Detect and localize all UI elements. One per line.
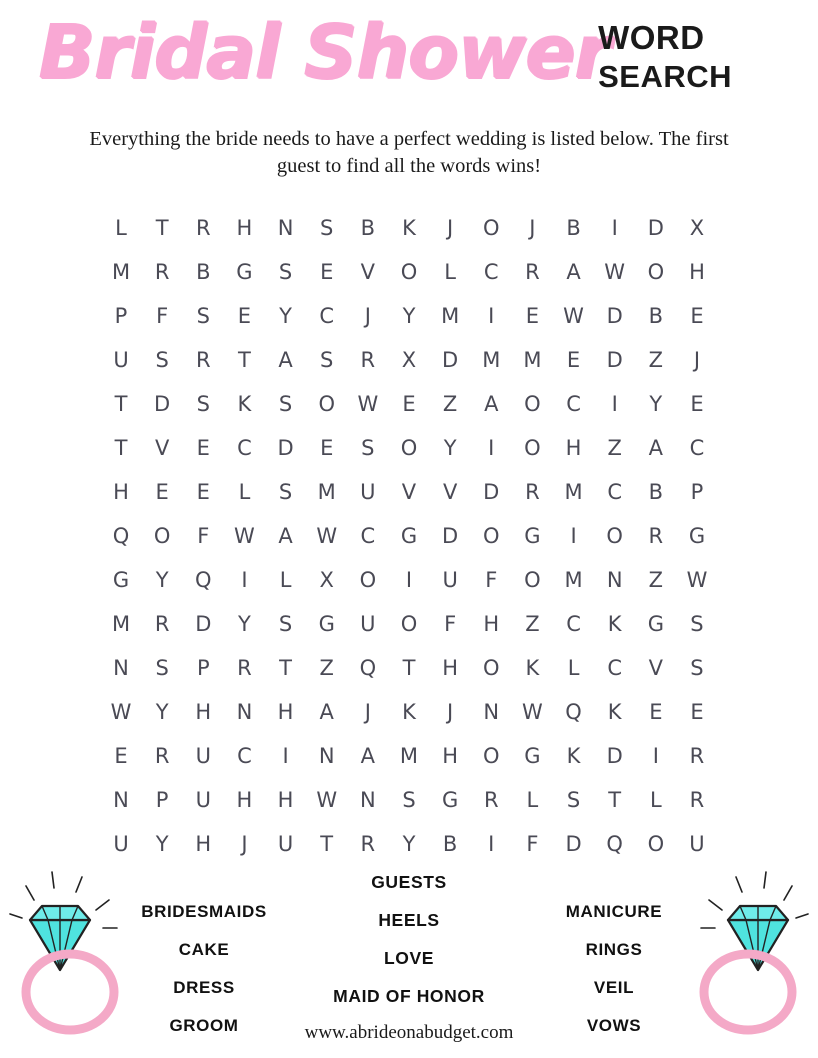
grid-cell: S <box>155 348 169 372</box>
grid-cell: O <box>483 216 500 240</box>
grid-cell: A <box>319 700 334 724</box>
grid-cell: A <box>484 392 499 416</box>
grid-cell: W <box>522 700 543 724</box>
grid-cell: H <box>195 832 212 856</box>
grid-cell: J <box>364 304 371 328</box>
grid-cell: H <box>113 480 129 504</box>
grid-cell: E <box>155 480 169 504</box>
grid-cell: I <box>611 216 618 240</box>
grid-cell: Q <box>606 832 623 856</box>
grid-cell: Y <box>279 304 292 328</box>
grid-cell: H <box>565 436 582 460</box>
grid-cell: E <box>690 700 704 724</box>
grid-cell: S <box>155 656 169 680</box>
grid-cell: J <box>447 700 454 724</box>
grid-cell: I <box>488 436 495 460</box>
grid-cell: M <box>564 480 583 504</box>
grid-cell: D <box>154 392 171 416</box>
grid-cell: L <box>567 656 580 680</box>
grid-row <box>104 206 714 250</box>
grid-cell: F <box>197 524 210 548</box>
grid-cell: P <box>114 304 128 328</box>
grid-cell: R <box>525 260 540 284</box>
grid-cell: E <box>320 260 334 284</box>
grid-cell: V <box>401 480 417 504</box>
grid-cell: H <box>195 700 212 724</box>
grid-cell: D <box>277 436 294 460</box>
grid-row <box>104 382 714 426</box>
grid-cell: G <box>400 524 418 548</box>
grid-cell: R <box>195 216 211 240</box>
grid-row <box>104 558 714 602</box>
grid-cell: H <box>442 656 459 680</box>
grid-cell: Z <box>648 568 664 592</box>
grid-cell: B <box>442 832 458 856</box>
grid-row <box>104 470 714 514</box>
grid-row <box>104 778 714 822</box>
grid-cell: L <box>444 260 456 284</box>
grid-cell: H <box>236 788 253 812</box>
grid-row <box>104 250 714 294</box>
grid-row <box>104 646 714 690</box>
word-item: VEIL <box>593 978 635 997</box>
grid-cell: T <box>320 832 334 856</box>
grid-cell: Y <box>402 832 416 856</box>
grid-cell: S <box>196 392 210 416</box>
grid-cell: O <box>606 524 623 548</box>
grid-cell: O <box>647 832 665 856</box>
grid-cell: J <box>241 832 248 856</box>
grid-cell: U <box>113 832 129 856</box>
grid-cell: N <box>483 700 500 724</box>
grid-cell: J <box>529 216 536 240</box>
grid-cell: T <box>402 656 416 680</box>
grid-row <box>104 602 714 646</box>
grid-cell: K <box>566 744 581 768</box>
grid-cell: L <box>279 568 292 592</box>
grid-cell: W <box>316 524 338 548</box>
grid-cell: O <box>524 436 541 460</box>
grid-cell: W <box>604 260 626 284</box>
grid-cell: K <box>402 216 416 240</box>
grid-cell: R <box>154 612 170 636</box>
grid-cell: C <box>237 744 252 768</box>
grid-cell: N <box>359 788 376 812</box>
grid-cell: E <box>196 480 210 504</box>
word-item: VOWS <box>586 1016 642 1035</box>
grid-cell: A <box>566 260 581 284</box>
grid-cell: L <box>238 480 251 504</box>
word-search-grid <box>104 206 714 866</box>
grid-cell: R <box>237 656 252 680</box>
grid-cell: B <box>360 216 376 240</box>
grid-cell: U <box>277 832 294 856</box>
grid-cell: P <box>196 656 210 680</box>
grid-cell: O <box>400 260 418 284</box>
grid-cell: X <box>689 216 705 240</box>
word-item: DRESS <box>173 978 235 997</box>
grid-cell: M <box>317 480 336 504</box>
grid-row <box>104 690 714 734</box>
grid-cell: Y <box>238 612 251 636</box>
grid-cell: J <box>447 216 454 240</box>
grid-cell: K <box>237 392 252 416</box>
grid-cell: H <box>277 788 294 812</box>
grid-cell: O <box>483 656 500 680</box>
grid-cell: D <box>606 744 623 768</box>
grid-cell: S <box>278 260 293 284</box>
grid-cell: O <box>400 436 418 460</box>
grid-row <box>104 338 714 382</box>
grid-cell: E <box>320 436 334 460</box>
grid-cell: R <box>360 832 376 856</box>
word-item: RINGS <box>585 940 643 959</box>
grid-cell: A <box>278 524 293 548</box>
grid-cell: Z <box>525 612 540 636</box>
grid-cell: W <box>357 392 379 416</box>
word-item: LOVE <box>383 948 435 968</box>
grid-cell: T <box>608 788 622 812</box>
grid-cell: K <box>402 700 416 724</box>
grid-cell: L <box>115 216 127 240</box>
grid-cell: G <box>524 524 541 548</box>
grid-cell: U <box>195 788 211 812</box>
grid-cell: R <box>525 480 540 504</box>
grid-cell: R <box>195 348 211 372</box>
grid-cell: L <box>526 788 539 812</box>
page-title: Bridal Shower <box>38 9 610 95</box>
grid-cell: H <box>236 216 253 240</box>
grid-row <box>104 426 714 470</box>
grid-cell: Y <box>155 700 169 724</box>
grid-cell: E <box>402 392 416 416</box>
subtitle-search: SEARCH <box>598 59 732 94</box>
grid-cell: Y <box>649 392 663 416</box>
grid-cell: C <box>566 392 581 416</box>
grid-cell: S <box>690 656 704 680</box>
grid-cell: D <box>442 524 459 548</box>
grid-cell: T <box>238 348 251 372</box>
grid-cell: C <box>483 260 499 284</box>
grid-cell: E <box>566 348 581 372</box>
grid-cell: D <box>565 832 582 856</box>
word-item: BRIDESMAIDS <box>141 902 267 921</box>
grid-cell: S <box>278 480 293 504</box>
grid-cell: N <box>236 700 253 724</box>
grid-cell: G <box>112 568 130 592</box>
grid-cell: L <box>649 788 662 812</box>
grid-row <box>104 514 714 558</box>
grid-cell: O <box>483 524 500 548</box>
grid-cell: S <box>690 612 704 636</box>
grid-cell: M <box>564 568 583 592</box>
grid-cell: D <box>442 348 459 372</box>
grid-cell: M <box>482 348 501 372</box>
grid-cell: D <box>606 304 623 328</box>
grid-cell: C <box>237 436 252 460</box>
grid-cell: E <box>649 700 663 724</box>
word-list-column-2 <box>304 863 514 1015</box>
subtitle-word: WORD <box>598 19 705 56</box>
grid-cell: N <box>277 216 294 240</box>
grid-cell: E <box>525 304 540 328</box>
grid-cell: S <box>361 436 375 460</box>
grid-cell: S <box>320 348 334 372</box>
grid-cell: G <box>524 744 541 768</box>
grid-cell: R <box>689 744 705 768</box>
grid-cell: R <box>483 788 499 812</box>
grid-cell: K <box>607 612 622 636</box>
grid-cell: H <box>483 612 500 636</box>
word-item: GUESTS <box>371 872 447 892</box>
grid-cell: R <box>154 260 170 284</box>
word-item: MAID OF HONOR <box>333 986 485 1006</box>
grid-cell: P <box>690 480 704 504</box>
grid-cell: O <box>647 260 665 284</box>
grid-cell: U <box>689 832 705 856</box>
grid-cell: F <box>444 612 457 636</box>
grid-cell: C <box>360 524 376 548</box>
grid-cell: X <box>401 348 417 372</box>
grid-cell: O <box>524 392 541 416</box>
grid-cell: R <box>360 348 376 372</box>
grid-cell: W <box>686 568 708 592</box>
grid-cell: G <box>441 788 459 812</box>
word-item: MANICURE <box>565 902 663 921</box>
grid-cell: I <box>282 744 289 768</box>
grid-cell: U <box>113 348 129 372</box>
grid-cell: Y <box>155 832 169 856</box>
grid-cell: C <box>566 612 581 636</box>
grid-cell: B <box>648 304 664 328</box>
grid-cell: K <box>607 700 622 724</box>
grid-cell: U <box>195 744 211 768</box>
grid-cell: Q <box>565 700 582 724</box>
instructions-text: Everything the bride needs to have a perfect wedding is listed below. The first guest to find all the words wins! <box>89 128 729 177</box>
site-url: www.abrideonabudget.com <box>304 1022 514 1043</box>
grid-cell: V <box>648 656 664 680</box>
grid-cell: S <box>320 216 334 240</box>
header <box>0 0 818 120</box>
grid-cell: N <box>318 744 335 768</box>
grid-cell: A <box>648 436 664 460</box>
grid-cell: E <box>690 304 704 328</box>
grid-cell: Z <box>319 656 334 680</box>
grid-cell: F <box>526 832 539 856</box>
grid-row <box>104 734 714 778</box>
grid-cell: N <box>113 656 129 680</box>
grid-cell: Y <box>443 436 457 460</box>
grid-cell: C <box>607 656 623 680</box>
grid-cell: M <box>111 612 131 636</box>
engagement-ring-icon <box>645 862 810 1037</box>
grid-cell: N <box>606 568 623 592</box>
grid-cell: D <box>606 348 623 372</box>
grid-cell: N <box>113 788 129 812</box>
grid-cell: Q <box>359 656 377 680</box>
grid-cell: C <box>689 436 705 460</box>
grid-cell: O <box>359 568 377 592</box>
grid-cell: O <box>483 744 500 768</box>
grid-cell: V <box>360 260 376 284</box>
grid-cell: G <box>236 260 253 284</box>
grid-cell: Y <box>402 304 416 328</box>
grid-cell: Q <box>112 524 130 548</box>
grid-cell: J <box>693 348 701 372</box>
grid-cell: C <box>607 480 623 504</box>
grid-cell: D <box>195 612 212 636</box>
grid-cell: E <box>690 392 704 416</box>
grid-cell: W <box>316 788 338 812</box>
grid-cell: W <box>563 304 584 328</box>
grid-cell: I <box>241 568 248 592</box>
grid-cell: R <box>648 524 664 548</box>
grid-cell: Z <box>607 436 622 460</box>
grid-cell: M <box>399 744 419 768</box>
grid-cell: H <box>277 700 294 724</box>
engagement-ring-icon <box>8 862 173 1037</box>
grid-cell: Z <box>442 392 458 416</box>
grid-cell: I <box>611 392 618 416</box>
page-subtitle <box>598 18 732 96</box>
grid-cell: T <box>279 656 292 680</box>
grid-cell: M <box>441 304 460 328</box>
grid-cell: S <box>278 392 293 416</box>
grid-cell: V <box>154 436 170 460</box>
grid-cell: F <box>156 304 169 328</box>
grid-cell: T <box>155 216 169 240</box>
grid-cell: I <box>652 744 659 768</box>
grid-cell: Z <box>648 348 664 372</box>
grid-cell: O <box>524 568 541 592</box>
grid-cell: K <box>525 656 540 680</box>
grid-cell: P <box>155 788 169 812</box>
grid-cell: H <box>442 744 459 768</box>
grid-cell: F <box>485 568 498 592</box>
grid-cell: W <box>110 700 132 724</box>
grid-cell: G <box>688 524 706 548</box>
grid-cell: B <box>648 480 664 504</box>
grid-cell: I <box>488 832 495 856</box>
grid-cell: S <box>402 788 416 812</box>
grid-cell: U <box>442 568 458 592</box>
grid-cell: T <box>114 392 128 416</box>
word-item: HEELS <box>378 910 440 930</box>
grid-cell: R <box>154 744 170 768</box>
grid-cell: I <box>405 568 413 592</box>
grid-cell: A <box>360 744 376 768</box>
word-item: GROOM <box>169 1016 239 1035</box>
grid-cell: B <box>196 260 211 284</box>
grid-cell: Q <box>195 568 212 592</box>
grid-cell: G <box>647 612 664 636</box>
grid-cell: S <box>566 788 581 812</box>
grid-cell: H <box>689 260 705 284</box>
grid-cell: G <box>318 612 335 636</box>
grid-cell: V <box>442 480 458 504</box>
grid-cell: W <box>234 524 255 548</box>
grid-cell: C <box>319 304 335 328</box>
grid-cell: I <box>570 524 577 548</box>
grid-cell: I <box>488 304 495 328</box>
grid-cell: D <box>647 216 664 240</box>
grid-cell: M <box>523 348 542 372</box>
grid-cell: M <box>111 260 131 284</box>
grid-row <box>104 294 714 338</box>
grid-cell: X <box>319 568 334 592</box>
word-item: CAKE <box>178 940 230 959</box>
grid-cell: U <box>360 480 376 504</box>
grid-cell: Y <box>155 568 169 592</box>
grid-cell: O <box>400 612 418 636</box>
grid-cell: J <box>364 700 371 724</box>
grid-cell: E <box>114 744 128 768</box>
grid-cell: T <box>114 436 128 460</box>
grid-cell: B <box>566 216 581 240</box>
grid-cell: S <box>278 612 293 636</box>
grid-cell: S <box>196 304 210 328</box>
grid-cell: O <box>153 524 171 548</box>
grid-cell: U <box>360 612 376 636</box>
grid-cell: R <box>689 788 705 812</box>
grid-cell: A <box>278 348 293 372</box>
grid-cell: E <box>237 304 252 328</box>
grid-cell: E <box>196 436 210 460</box>
grid-cell: O <box>318 392 335 416</box>
grid-cell: D <box>483 480 500 504</box>
